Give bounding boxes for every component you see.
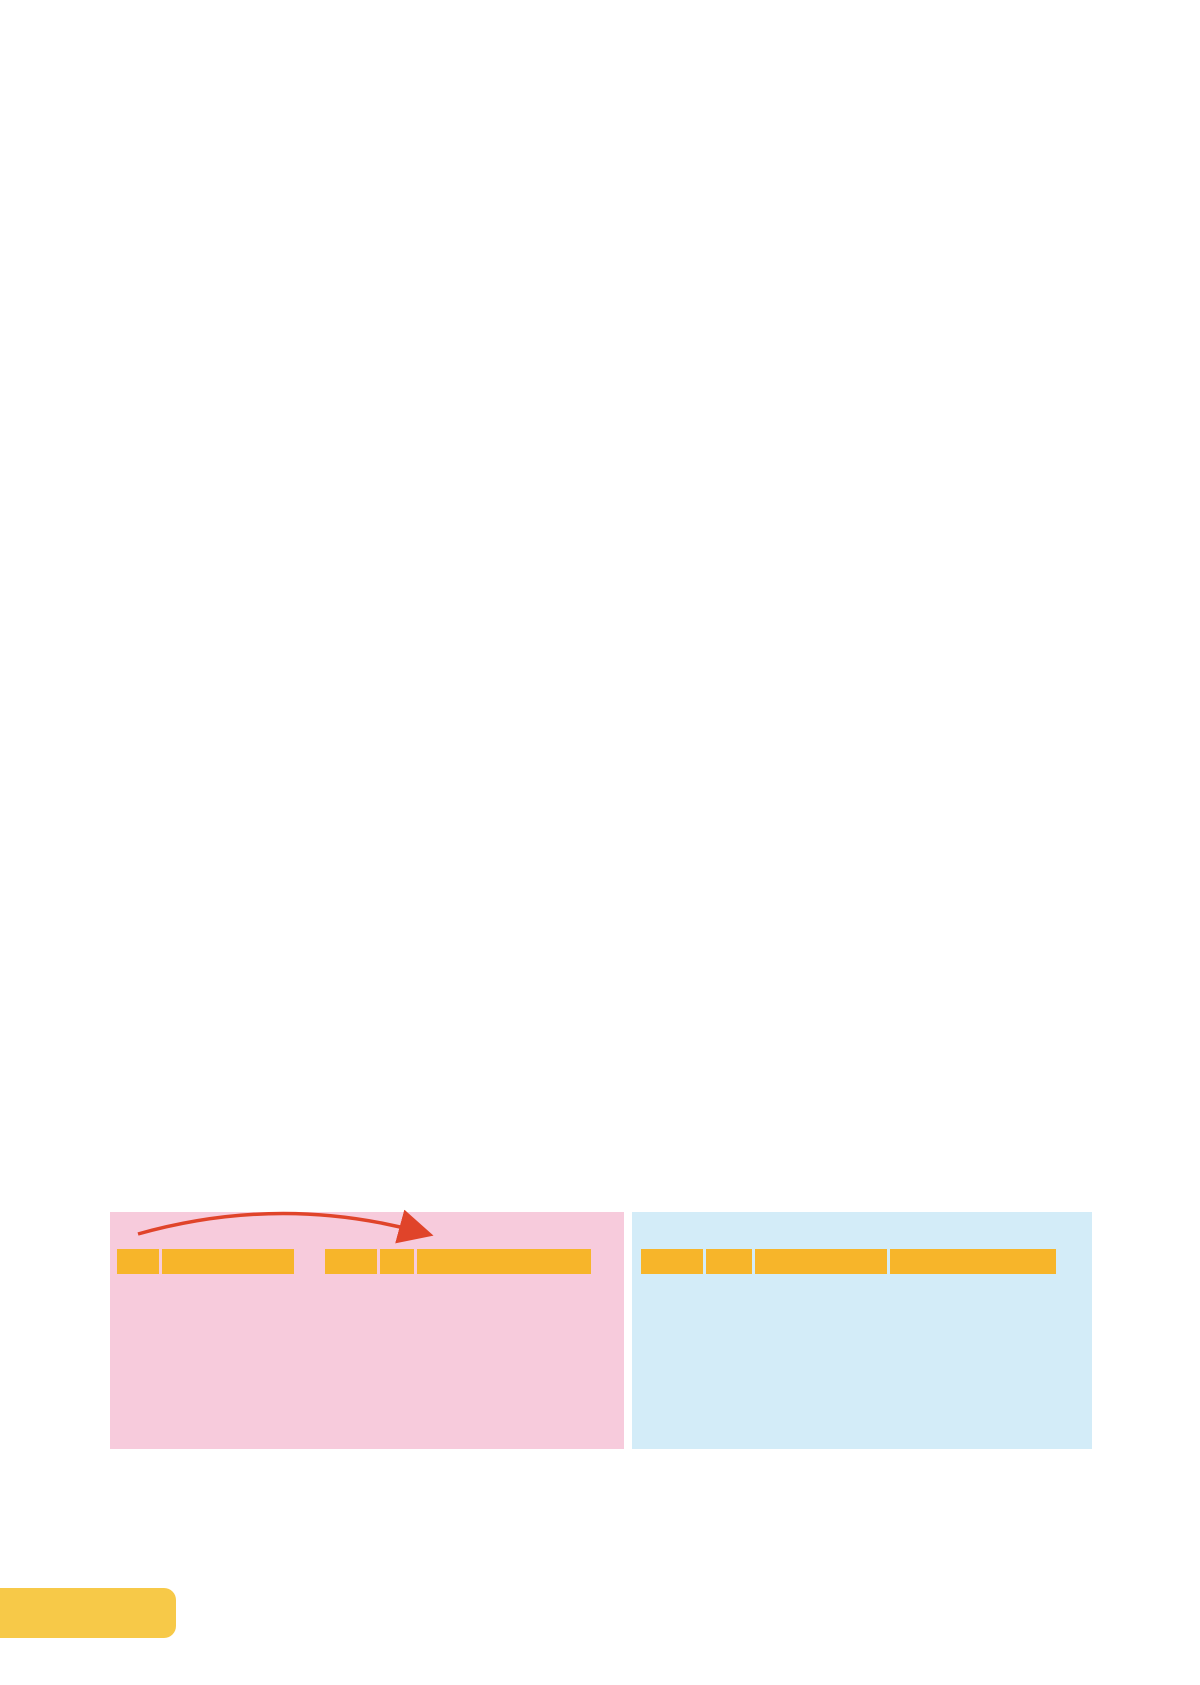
table-nhac-si (114, 1246, 297, 1277)
page-number (0, 1588, 176, 1638)
section-c-heading (176, 151, 1089, 185)
column-header (417, 1249, 591, 1274)
join-arrow-icon (130, 1200, 530, 1250)
column-header (380, 1249, 414, 1274)
column-header (325, 1249, 377, 1274)
column-header (641, 1249, 703, 1274)
column-header (162, 1249, 294, 1274)
column-header (706, 1249, 752, 1274)
column-header (117, 1249, 159, 1274)
table-bang-nb (638, 1246, 1059, 1277)
figure-join (110, 1212, 1092, 1449)
section-d-heading (176, 191, 1089, 225)
column-header (890, 1249, 1056, 1274)
table-ban-nhac (322, 1246, 594, 1277)
column-header (755, 1249, 887, 1274)
section-b-heading (176, 111, 1089, 145)
main-text (176, 105, 1089, 231)
